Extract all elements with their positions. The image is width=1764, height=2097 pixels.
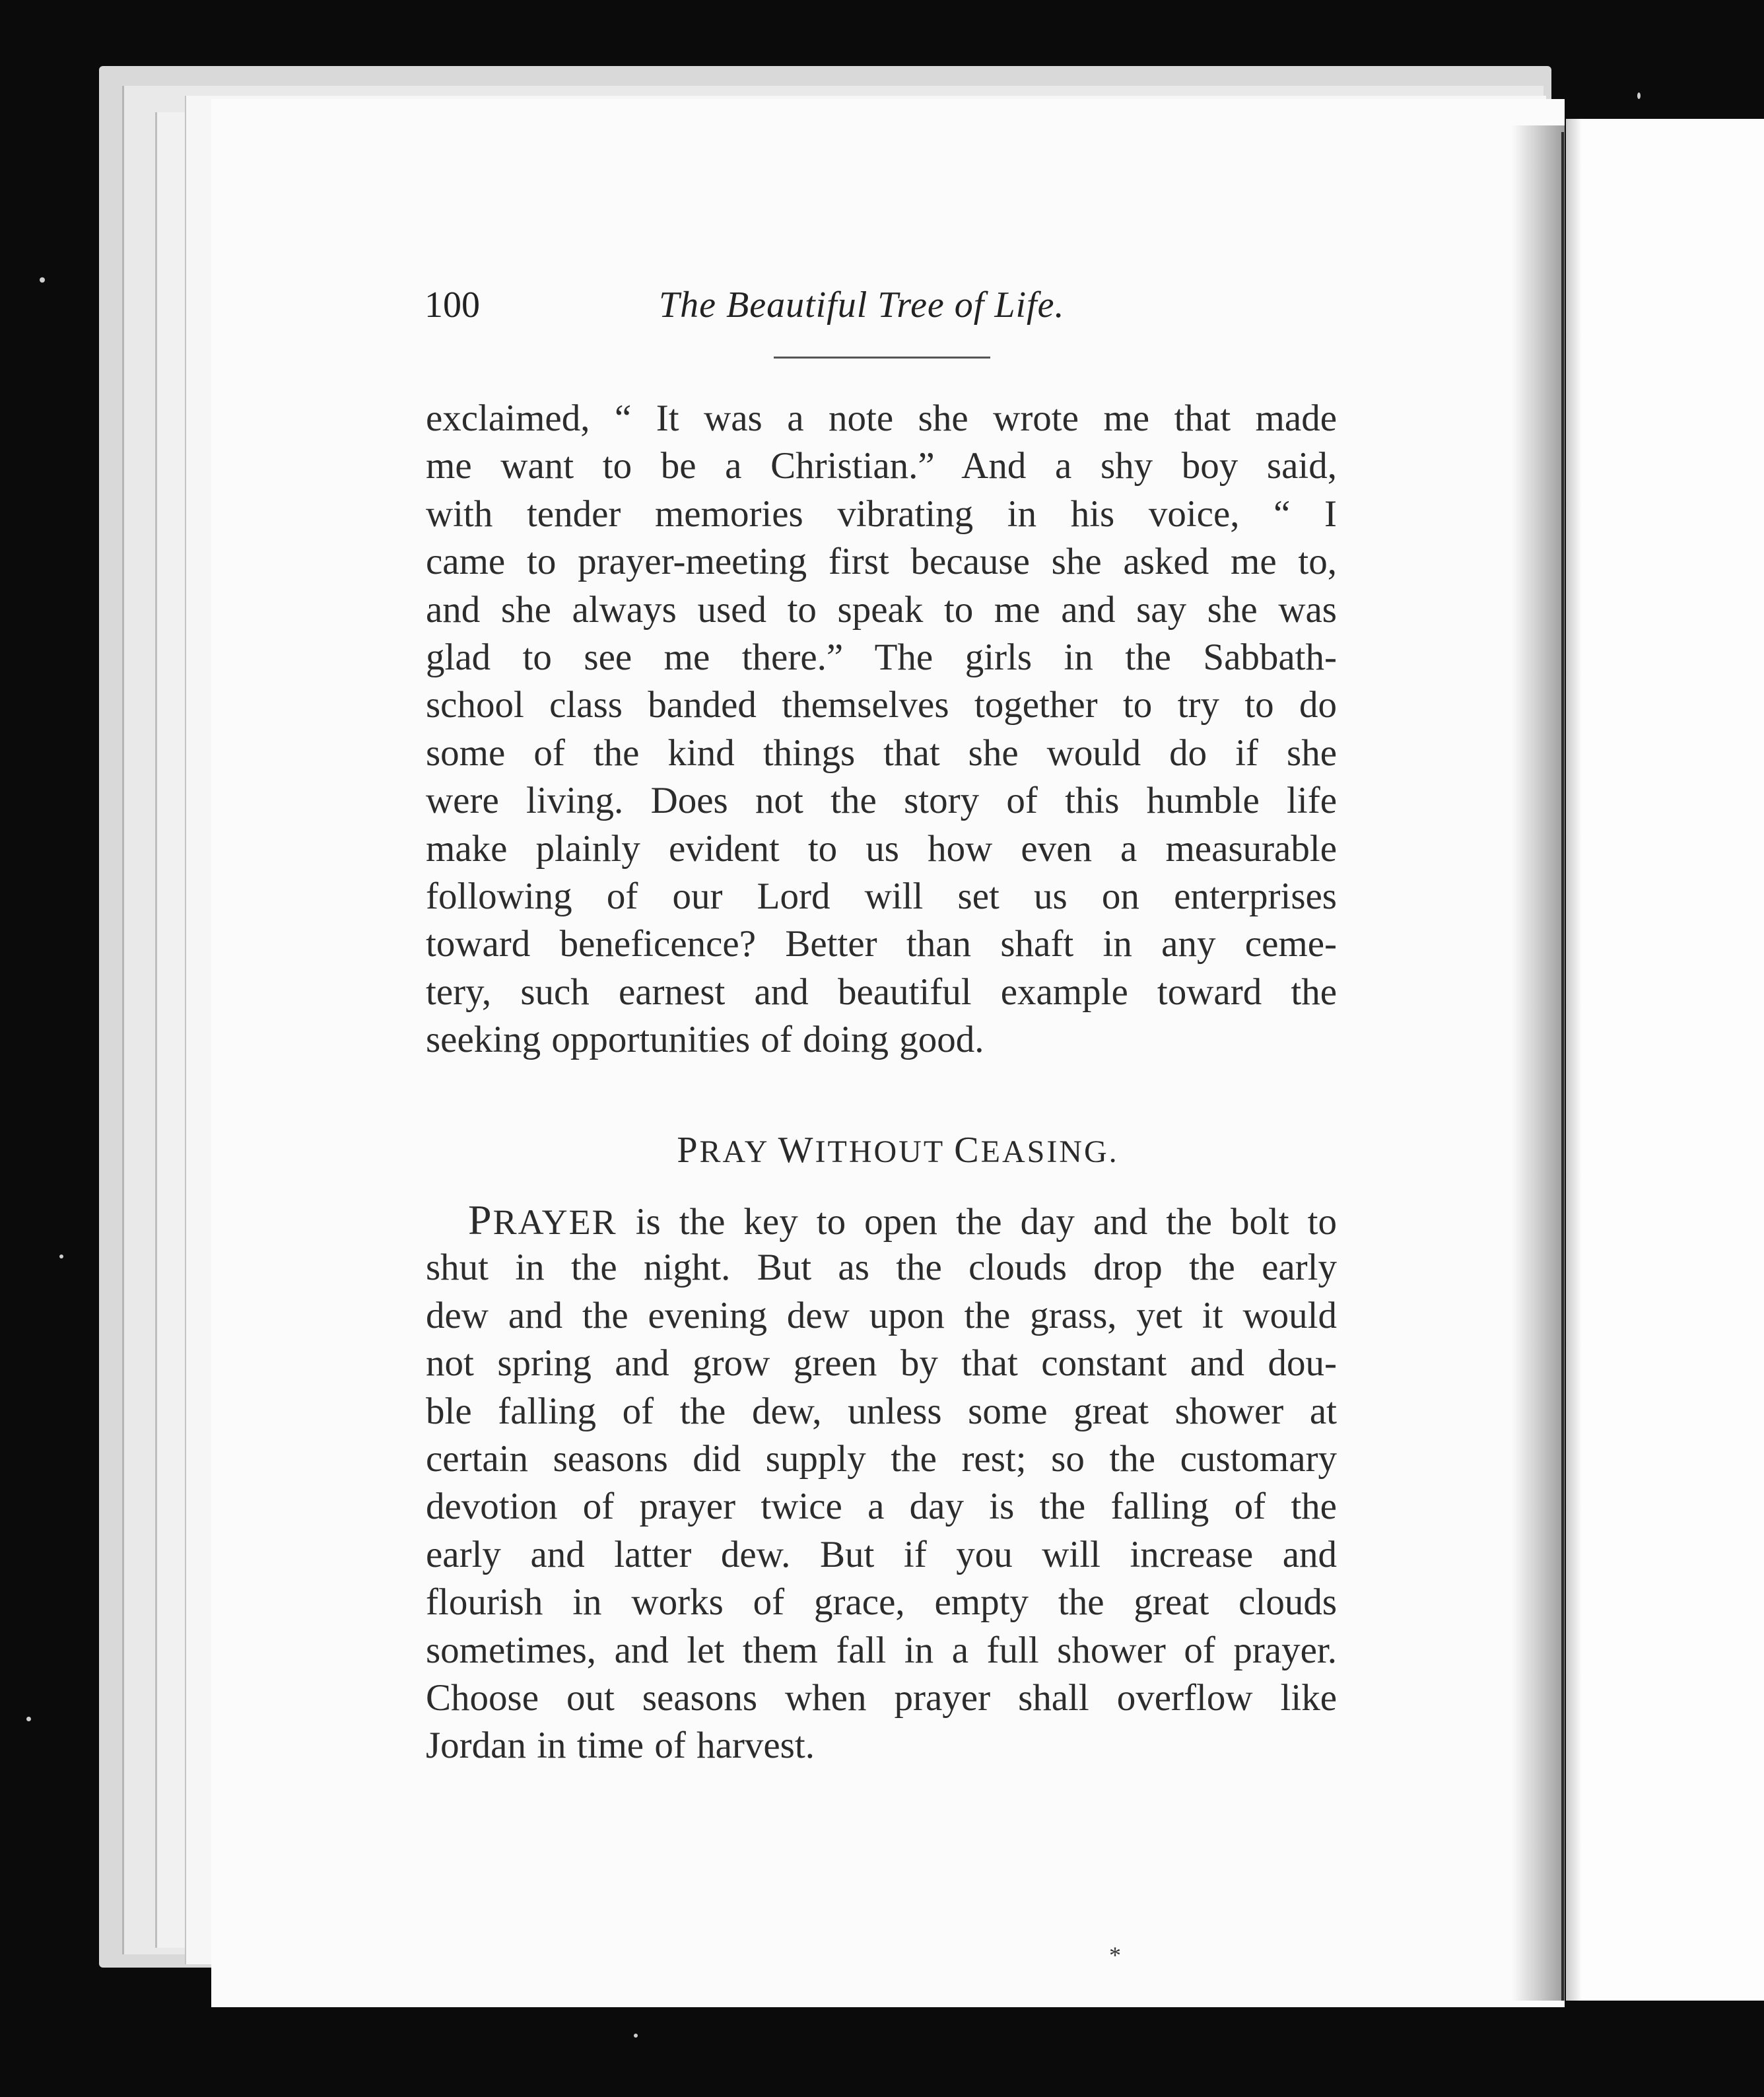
running-title: The Beautiful Tree of Life. [659,285,1065,326]
text-line: not spring and grow green by that constant and dou- [426,1342,1337,1385]
text-line: tery, such earnest and beautiful example toward the [426,971,1337,1013]
lead-capital: P [468,1196,493,1243]
text-line: some of the kind things that she would do if she [426,732,1337,774]
text-line: ble falling of the dew, unless some great shower at [426,1390,1337,1432]
header-rule [774,357,990,359]
text-line: early and latter dew. But if you will increase and [426,1533,1337,1575]
text-line: were living. Does not the story of this humble life [426,780,1337,822]
text-line: flourish in works of grace, empty the great clouds [426,1581,1337,1624]
text-line: toward beneficence? Better than shaft in any ceme- [426,923,1337,965]
first-line-text: is the key to open the day and the bolt to [617,1201,1337,1243]
paragraph-continuation [426,395,1337,1064]
page-number: 100 [424,285,480,326]
text-line: school class banded themselves together to try to do [426,684,1337,726]
heading-small-caps: RAY [699,1134,768,1169]
lead-word [468,1196,617,1243]
text-line: shut in the night. But as the clouds drop the early [426,1247,1337,1289]
heading-small-caps: EASING. [980,1134,1119,1169]
scan-speck [634,2034,638,2038]
right-page [1566,119,1764,2001]
text-line: dew and the evening dew upon the grass, yet it would [426,1294,1337,1336]
text-line: certain seasons did supply the rest; so the customary [426,1437,1337,1480]
text-line: with tender memories vibrating in his voice, “ I [426,493,1337,535]
text-line: Jordan in time of harvest. [426,1725,815,1767]
text-line: devotion of prayer twice a day is the falling of the [426,1486,1337,1528]
binding-line [1561,132,1564,2001]
scan-speck [26,1717,31,1721]
text-line [426,1196,1337,1244]
text-line: exclaimed, “ It was a note she wrote me that made [426,397,1337,439]
scan-speck [1637,92,1641,99]
text-line: seeking opportunities of doing good. [426,1019,984,1061]
text-line: sometimes, and let them fall in a full shower of prayer. [426,1629,1337,1671]
paragraph-prayer [426,1196,1337,1770]
text-line: glad to see me there.” The girls in the Sabbath- [426,636,1337,678]
scan-speck [59,1255,63,1258]
lead-small-caps: RAYER [492,1202,617,1242]
section-heading [673,1129,1122,1171]
heading-small-caps: ITHOUT [815,1134,945,1169]
text-line: make plainly evident to us how even a measurable [426,827,1337,870]
heading-capital: W [778,1130,815,1171]
text-line: me want to be a Christian.” And a shy boy said, [426,445,1337,487]
text-line: following of our Lord will set us on enterprises [426,875,1337,917]
heading-capital: P [677,1130,700,1171]
text-line: and she always used to speak to me and say she was [426,588,1337,631]
running-head [424,284,1111,337]
text-line: Choose out seasons when prayer shall overflow like [426,1676,1337,1719]
scan-speck [40,277,45,283]
page-gutter [1512,125,1565,2001]
footer-mark: * [1109,1942,1121,1968]
heading-capital: C [954,1130,981,1171]
right-page-fold [1566,119,1582,2001]
text-line: came to prayer-meeting first because she asked me to, [426,541,1337,583]
